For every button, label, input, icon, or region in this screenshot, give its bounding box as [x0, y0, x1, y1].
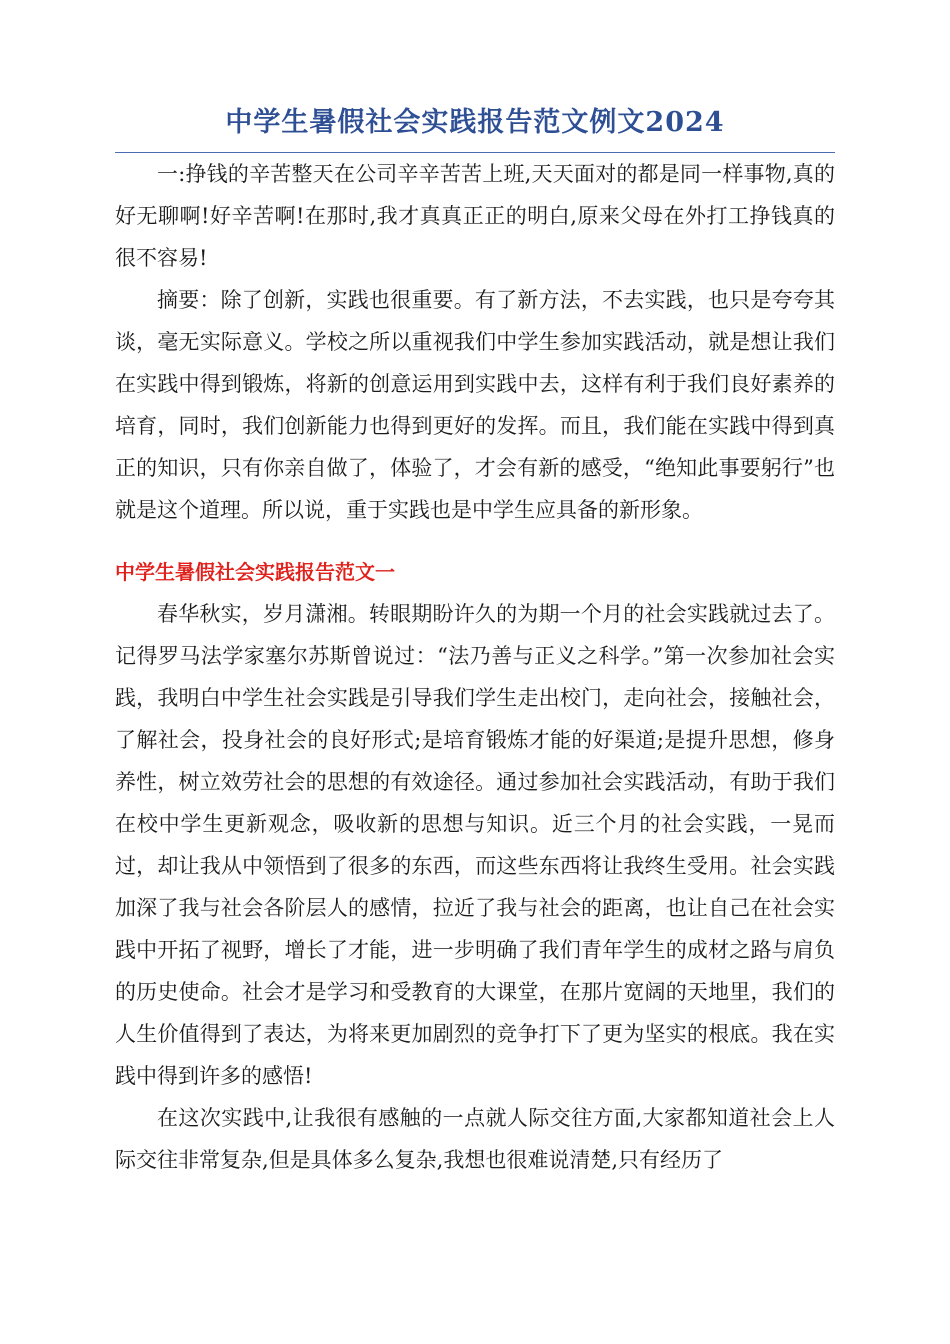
section-heading: 中学生暑假社会实践报告范文一	[115, 560, 395, 584]
document-page	[115, 100, 835, 1181]
interpersonal-paragraph: 在这次实践中,让我很有感触的一点就人际交往方面,大家都知道社会上人际交往非常复杂,但是具体多么复杂,我想也很难说清楚,只有经历了	[115, 1106, 835, 1172]
document-title: 中学生暑假社会实践报告范文例文2024	[225, 107, 725, 138]
intro-paragraph: 一:挣钱的辛苦整天在公司辛辛苦苦上班,天天面对的都是同一样事物,真的好无聊啊!好辛苦啊!在那时,我才真真正正的明白,原来父母在外打工挣钱真的很不容易!	[115, 162, 835, 270]
abstract-paragraph: 摘要：除了创新，实践也很重要。有了新方法，不去实践，也只是夸夸其谈，毫无实际意义。学校之所以重视我们中学生参加实践活动，就是想让我们在实践中得到锻炼，将新的创意运用到实践中去，这样有利于我们良好素养的培育，同时，我们创新能力也得到更好的发挥。而且，我们能在实践中得到真正的知识，只有你亲自做了，体验了，才会有新的感受，“绝知此事要躬行”也就是这个道理。所以说，重于实践也是中学生应具备的新形象。	[115, 288, 835, 522]
section-one-paragraph: 春华秋实，岁月潇湘。转眼期盼许久的为期一个月的社会实践就过去了。记得罗马法学家塞尔苏斯曾说过：“法乃善与正义之科学。”第一次参加社会实践，我明白中学生社会实践是引导我们学生走出校门，走向社会，接触社会，了解社会，投身社会的良好形式;是培育锻炼才能的好渠道;是提升思想，修身养性，树立效劳社会的思想的有效途径。通过参加社会实践活动，有助于我们在校中学生更新观念，吸收新的思想与知识。近三个月的社会实践，一晃而过，却让我从中领悟到了很多的东西，而这些东西将让我终生受用。社会实践加深了我与社会各阶层人的感情，拉近了我与社会的距离，也让自己在社会实践中开拓了视野，增长了才能，进一步明确了我们青年学生的成材之路与肩负的历史使命。社会才是学习和受教育的大课堂，在那片宽阔的天地里，我们的人生价值得到了表达，为将来更加剧烈的竞争打下了更为坚实的根底。我在实践中得到许多的感悟!	[115, 602, 835, 1088]
